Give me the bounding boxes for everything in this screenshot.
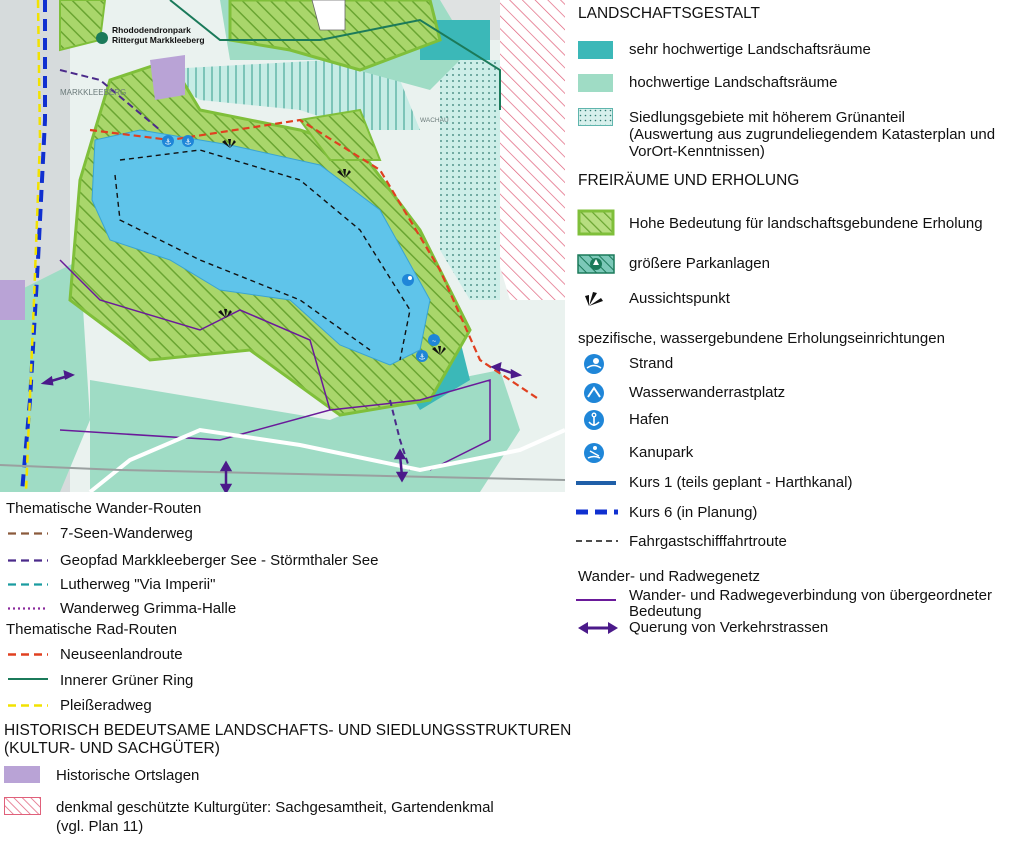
legend-pleisse: Pleißeradweg: [60, 697, 152, 714]
legend-7-seen: 7-Seen-Wanderweg: [60, 525, 193, 542]
swatch-denkmal: [4, 797, 41, 815]
legend-denkmal: denkmal geschützte Kulturgüter: Sachgesamtheit, Gartendenkmal: [56, 799, 494, 816]
town-label: MARKKLEEBERG: [60, 88, 127, 97]
legend-querung: Querung von Verkehrstrassen: [629, 619, 829, 636]
legend-sehr-hochwertig: sehr hochwertige Landschaftsräume: [629, 41, 871, 58]
heading-freiraeume: FREIRÄUME UND ERHOLUNG: [578, 172, 800, 189]
swatch-gruener-ring: [8, 678, 48, 680]
legend-geopfad: Geopfad Markkleeberger See - Störmthaler See: [60, 552, 379, 569]
legend-hochwertig: hochwertige Landschaftsräume: [629, 74, 838, 91]
legend-wegeverbindung-2: Bedeutung: [629, 603, 702, 620]
heading-rad-routen: Thematische Rad-Routen: [6, 621, 177, 638]
historische-ortslage-2: [0, 280, 25, 320]
map-hafen-icon-3[interactable]: [416, 350, 428, 362]
legend-strand: Strand: [629, 355, 674, 372]
legend-kurs6: Kurs 6 (in Planung): [629, 504, 758, 521]
heading-wander-routen: Thematische Wander-Routen: [6, 500, 202, 517]
legend-denkmal-2: (vgl. Plan 11): [56, 818, 144, 835]
swatch-siedlung: [578, 108, 613, 126]
historische-ortslage-1: [150, 55, 185, 100]
hafen-icon: [583, 409, 605, 431]
legend-historisch: Historische Ortslagen: [56, 767, 200, 784]
swatch-parkanlagen: [577, 254, 615, 274]
map-hafen-icon-1[interactable]: [162, 135, 174, 147]
legend-kurs1: Kurs 1 (teils geplant - Harthkanal): [629, 474, 853, 491]
heading-historisch: HISTORISCH BEDEUTSAME LANDSCHAFTS- UND SIEDLUNGSSTRUKTUREN: [4, 722, 572, 739]
swatch-7-seen: [8, 531, 48, 536]
legend-lutherweg: Lutherweg "Via Imperii": [60, 576, 216, 593]
swatch-kurs1: [576, 481, 616, 485]
legend-aussichtspunkt: Aussichtspunkt: [629, 290, 730, 307]
svg-text:⚓: ⚓: [164, 137, 172, 147]
kanupark-icon: [583, 442, 605, 464]
park-icon: [96, 32, 108, 44]
legend-wasserwanderrastplatz: Wasserwanderrastplatz: [629, 384, 786, 401]
legend-neuseen: Neuseenlandroute: [60, 646, 183, 663]
heading-wegenetz: Wander- und Radwegenetz: [578, 568, 761, 585]
heading-landschaftsgestalt: LANDSCHAFTSGESTALT: [578, 5, 761, 22]
swatch-hochwertig: [578, 74, 613, 92]
swatch-grimma-halle: [8, 606, 48, 611]
swatch-pleisse: [8, 703, 48, 708]
swatch-sehr-hochwertig: [578, 41, 613, 59]
heading-wasser: spezifische, wassergebundene Erholungseinrichtungen: [578, 330, 945, 347]
legend-siedlung-3: VorOrt-Kenntnissen): [629, 143, 765, 160]
querung-icon: [577, 620, 619, 636]
legend-wegeverbindung: Wander- und Radwegeverbindung von übergeordneter: [629, 587, 993, 604]
svg-text:~: ~: [431, 338, 437, 346]
swatch-erholung: [577, 209, 615, 236]
swatch-wegeverbindung: [576, 599, 616, 601]
legend-gruener-ring: Innerer Grüner Ring: [60, 672, 194, 689]
heading-historisch-2: (KULTUR- UND SACHGÜTER): [4, 740, 220, 757]
wasserwanderrastplatz-icon: [583, 382, 605, 404]
map[interactable]: [0, 0, 565, 492]
swatch-neuseen: [8, 652, 48, 657]
village-label: WACHAU: [420, 117, 449, 124]
legend-parkanlagen: größere Parkanlagen: [629, 255, 770, 272]
aussichtspunkt-icon: [583, 288, 607, 310]
legend-siedlung: Siedlungsgebiete mit höherem Grünanteil: [629, 109, 905, 126]
svg-text:⚓: ⚓: [418, 352, 426, 362]
park-sublabel: Rittergut Markkleeberg: [112, 35, 205, 45]
legend-erholung: Hohe Bedeutung für landschaftsgebundene Erholung: [629, 215, 983, 232]
strand-icon: [583, 353, 605, 375]
map-hafen-icon-2[interactable]: [182, 135, 194, 147]
swatch-lutherweg: [8, 582, 48, 587]
map-strand-icon[interactable]: [402, 274, 414, 286]
map-kanupark-icon[interactable]: [428, 334, 440, 346]
denkmal-area: [495, 0, 565, 300]
svg-text:⚓: ⚓: [184, 137, 192, 147]
swatch-geopfad: [8, 558, 48, 563]
swatch-kurs6: [576, 508, 618, 516]
park-label: Rhododendronpark: [112, 25, 191, 35]
legend-grimma-halle: Wanderweg Grimma-Halle: [60, 600, 237, 617]
legend-siedlung-2: (Auswertung aus zugrundeliegendem Katasterplan und: [629, 126, 996, 143]
swatch-fahrgastschiff: [576, 538, 618, 544]
legend-fahrgastschiff: Fahrgastschifffahrtroute: [629, 533, 787, 550]
swatch-historisch: [4, 766, 40, 783]
settlement-green-east: [440, 60, 500, 300]
legend-kanupark: Kanupark: [629, 444, 694, 461]
legend-hafen: Hafen: [629, 411, 670, 428]
